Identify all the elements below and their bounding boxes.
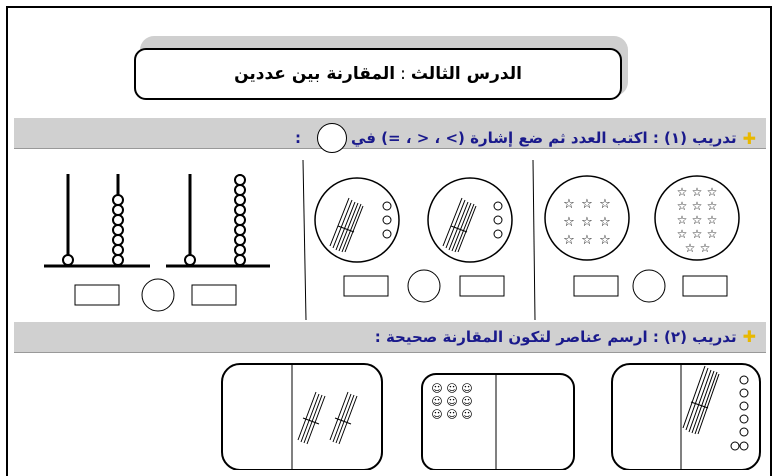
exercise2-label: تدريب (٢) : ارسم عناصر لتكون المقارنة صحيحة : — [374, 327, 737, 346]
exercise1-colon: : — [294, 129, 301, 147]
svg-text:☆: ☆ — [599, 215, 611, 230]
svg-text:☆: ☆ — [676, 199, 688, 213]
compare-card-right — [612, 364, 760, 470]
svg-text:☆: ☆ — [706, 199, 718, 213]
plus-bullet-icon: ✚ — [742, 327, 756, 346]
svg-text:☆: ☆ — [563, 215, 575, 230]
svg-text:☆: ☆ — [563, 233, 575, 248]
lesson-title-topic: المقارنة بين عددين — [234, 64, 396, 84]
svg-text:☆: ☆ — [691, 213, 703, 227]
svg-text:☺: ☺ — [446, 382, 458, 395]
svg-text:☆: ☆ — [676, 213, 688, 227]
svg-text:☺: ☺ — [461, 408, 473, 421]
svg-text:☺: ☺ — [461, 395, 473, 408]
svg-text:☆: ☆ — [684, 241, 696, 255]
svg-text:☆: ☆ — [706, 213, 718, 227]
svg-text:☆: ☆ — [581, 215, 593, 230]
svg-text:☺: ☺ — [431, 382, 443, 395]
svg-text:☺: ☺ — [446, 408, 458, 421]
compare-card-middle — [422, 374, 574, 470]
lesson-title-separator: : — [400, 64, 406, 84]
svg-text:☆: ☆ — [581, 233, 593, 248]
svg-text:☆: ☆ — [563, 197, 575, 212]
plus-bullet-icon: ✚ — [742, 128, 756, 148]
svg-text:☆: ☆ — [706, 227, 718, 241]
compare-card-left — [222, 364, 382, 470]
svg-text:☆: ☆ — [599, 233, 611, 248]
svg-text:☆: ☆ — [581, 197, 593, 212]
svg-text:☺: ☺ — [431, 395, 443, 408]
exercise1-label: تدريب (١) : اكتب العدد ثم ضع إشارة (> ، < ، =) في — [350, 129, 737, 147]
svg-text:☆: ☆ — [699, 241, 711, 255]
svg-text:☺: ☺ — [461, 382, 473, 395]
svg-text:☆: ☆ — [706, 185, 718, 199]
svg-text:☆: ☆ — [676, 227, 688, 241]
svg-text:☆: ☆ — [691, 185, 703, 199]
svg-text:☺: ☺ — [446, 395, 458, 408]
svg-text:☺: ☺ — [431, 408, 443, 421]
svg-text:☆: ☆ — [691, 199, 703, 213]
svg-text:☆: ☆ — [691, 227, 703, 241]
lesson-title-prefix: الدرس الثالث — [410, 64, 522, 84]
svg-text:☆: ☆ — [676, 185, 688, 199]
svg-text:☆: ☆ — [599, 197, 611, 212]
